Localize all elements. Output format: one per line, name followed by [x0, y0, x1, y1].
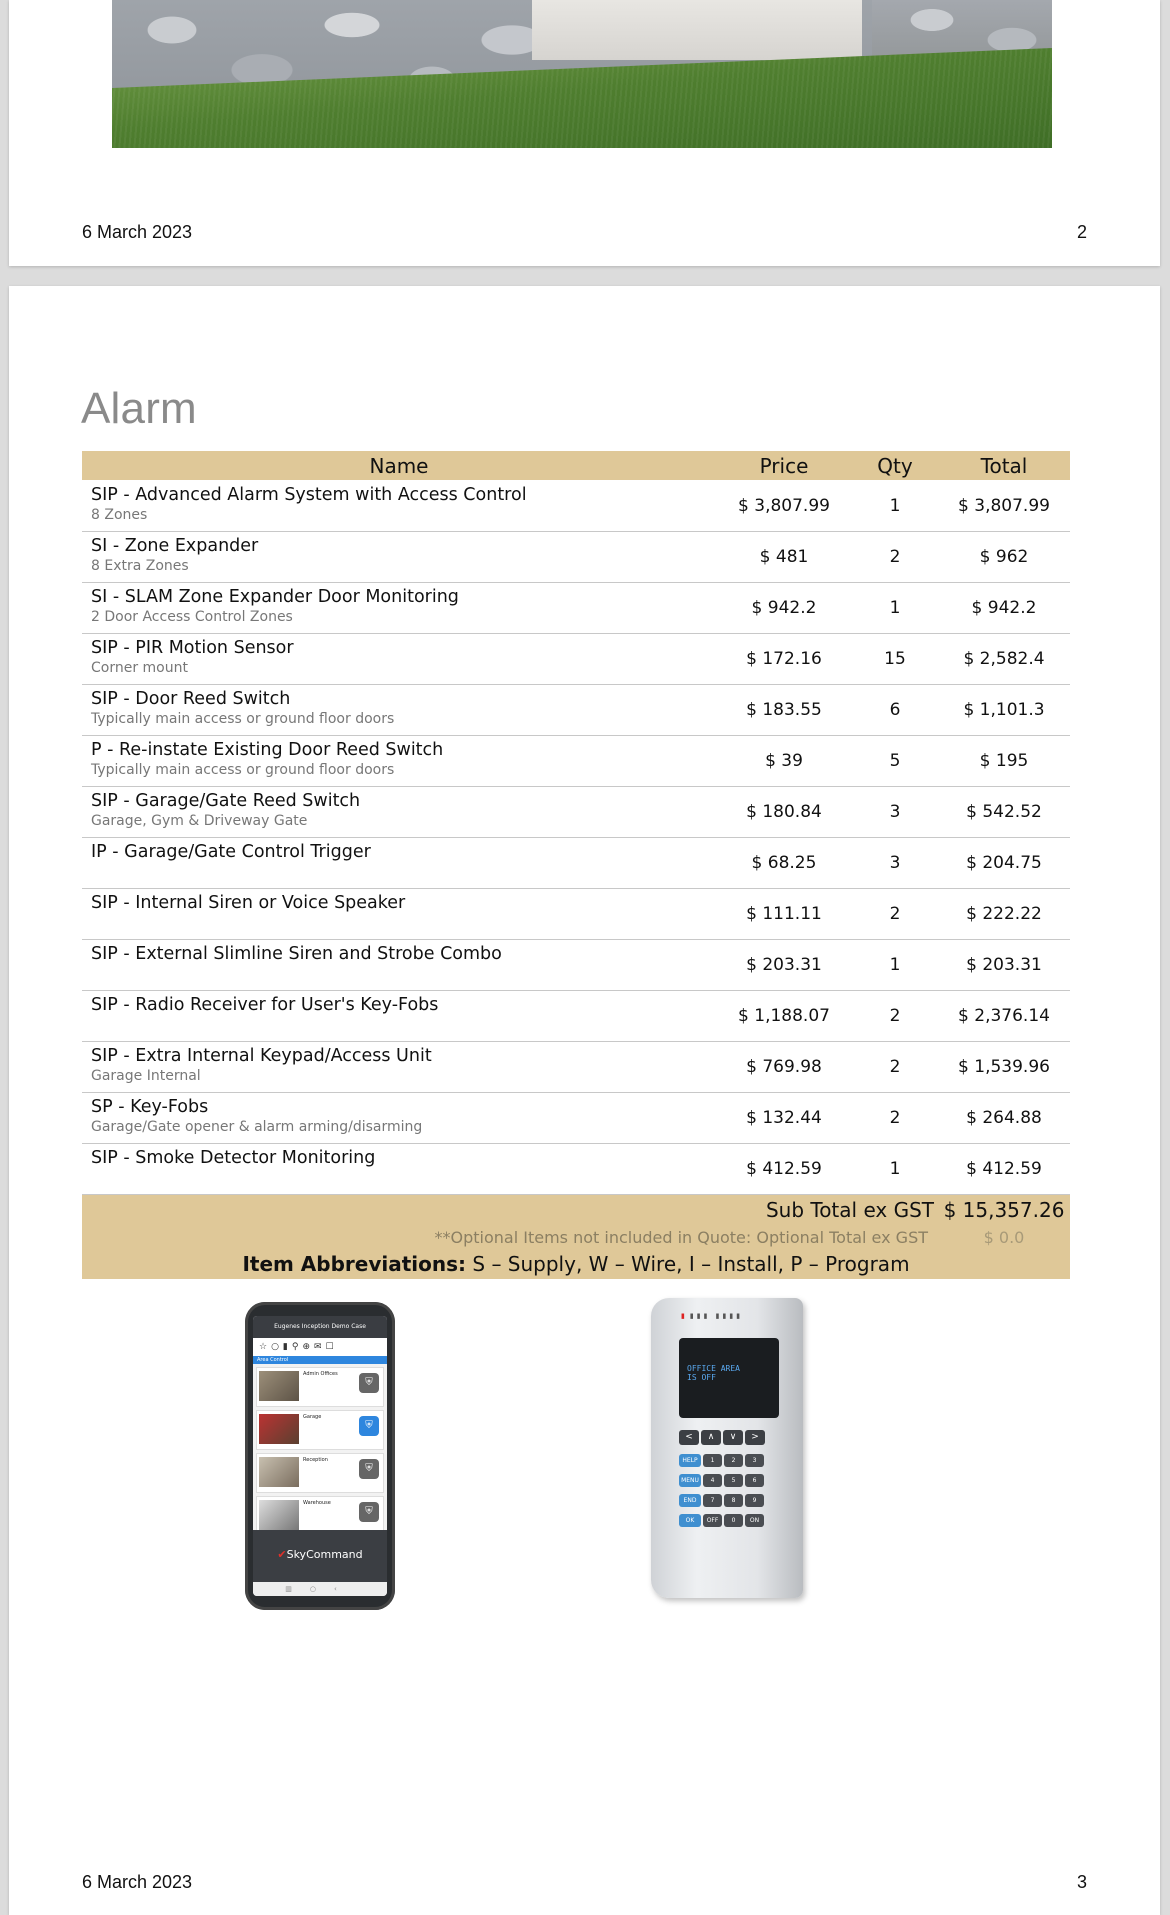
item-qty: 6 [852, 685, 938, 736]
table-header-row [82, 451, 1070, 481]
shield-icon: ⛨ [359, 1459, 379, 1479]
item-description: Garage Internal [91, 1068, 201, 1084]
item-price: $ 1,188.07 [716, 991, 852, 1042]
item-price: $ 942.2 [716, 583, 852, 634]
item-description: 2 Door Access Control Zones [91, 609, 293, 625]
area-row [256, 1410, 384, 1450]
item-description: Corner mount [91, 660, 188, 676]
optional-value: $ 0.0 [938, 1225, 1070, 1249]
item-description: Garage/Gate opener & alarm arming/disarming [91, 1119, 423, 1135]
table-row [82, 1093, 1070, 1144]
table-row [82, 685, 1070, 736]
item-name: SIP - External Slimline Siren and Strobe Combo [91, 944, 502, 964]
keypad-key: OK [679, 1514, 701, 1527]
table-row [82, 1042, 1070, 1093]
item-name: SP - Key-Fobs [91, 1097, 209, 1117]
page-number: 2 [1076, 222, 1087, 242]
item-qty: 1 [852, 583, 938, 634]
keypad-key: 1 [703, 1454, 722, 1467]
up-arrow-icon: ∧ [701, 1430, 721, 1445]
item-name-cell [82, 1042, 716, 1093]
footer-date: 6 March 2023 [82, 1872, 193, 1892]
item-qty: 5 [852, 736, 938, 787]
shield-icon: ⛨ [359, 1502, 379, 1522]
item-qty: 1 [852, 940, 938, 991]
item-price: $ 203.31 [716, 940, 852, 991]
optional-label: **Optional Items not included in Quote: Optional Total ex GST [82, 1225, 938, 1249]
table-row [82, 634, 1070, 685]
item-description: 8 Extra Zones [91, 558, 189, 574]
area-thumb [259, 1500, 299, 1530]
keypad-key: 7 [703, 1494, 722, 1507]
phone-navbar: ▥○‹ [253, 1582, 387, 1596]
item-total: $ 3,807.99 [938, 481, 1070, 532]
item-total: $ 264.88 [938, 1093, 1070, 1144]
item-name: SIP - Garage/Gate Reed Switch [91, 791, 361, 811]
table-row [82, 532, 1070, 583]
area-row [256, 1453, 384, 1493]
header-qty: Qty [852, 451, 938, 481]
subtotal-label: Sub Total ex GST [716, 1195, 938, 1226]
item-qty: 2 [852, 991, 938, 1042]
item-name: SIP - Smoke Detector Monitoring [91, 1148, 376, 1168]
item-total: $ 1,539.96 [938, 1042, 1070, 1093]
item-name-cell [82, 685, 716, 736]
item-total: $ 204.75 [938, 838, 1070, 889]
table-row [82, 838, 1070, 889]
item-name-cell [82, 1093, 716, 1144]
item-price: $ 769.98 [716, 1042, 852, 1093]
item-name: SIP - Door Reed Switch [91, 689, 291, 709]
item-price: $ 132.44 [716, 1093, 852, 1144]
keypad-key: ON [745, 1514, 764, 1527]
table-row [82, 736, 1070, 787]
subtotal-row [82, 1195, 1070, 1226]
item-qty: 2 [852, 1093, 938, 1144]
keypad-key: 4 [703, 1474, 722, 1487]
keypad-image [651, 1298, 803, 1598]
keypad-key: 0 [724, 1514, 743, 1527]
item-total: $ 542.52 [938, 787, 1070, 838]
item-name-cell [82, 991, 716, 1042]
item-name: IP - Garage/Gate Control Trigger [91, 842, 371, 862]
area-row [256, 1367, 384, 1407]
item-name-cell [82, 532, 716, 583]
item-price: $ 68.25 [716, 838, 852, 889]
page-number: 3 [1076, 1872, 1087, 1892]
subtotal-value: $ 15,357.26 [938, 1195, 1070, 1226]
item-description: Garage, Gym & Driveway Gate [91, 813, 308, 829]
house-photo [112, 0, 1052, 148]
keypad-key: 8 [724, 1494, 743, 1507]
keypad-key: END [679, 1494, 701, 1507]
item-qty: 2 [852, 532, 938, 583]
header-name: Name [82, 451, 716, 481]
app-brand-area [253, 1530, 387, 1582]
item-name: SI - Zone Expander [91, 536, 259, 556]
item-price: $ 111.11 [716, 889, 852, 940]
area-thumb [259, 1457, 299, 1487]
quote-table [82, 451, 1070, 1279]
area-thumb [259, 1371, 299, 1401]
item-description: Typically main access or ground floor doors [91, 711, 395, 727]
keypad-lcd-text: OFFICE AREA IS OFF [687, 1364, 740, 1382]
table-row [82, 940, 1070, 991]
item-name: SI - SLAM Zone Expander Door Monitoring [91, 587, 459, 607]
area-thumb [259, 1414, 299, 1444]
item-name: SIP - Extra Internal Keypad/Access Unit [91, 1046, 432, 1066]
item-name: SIP - Advanced Alarm System with Access Control [91, 485, 527, 505]
keypad-leds: ▮ ▮▮▮ ▮▮▮▮ [681, 1312, 743, 1320]
left-arrow-icon: < [679, 1430, 699, 1445]
item-total: $ 1,101.3 [938, 685, 1070, 736]
keypad-key: 6 [745, 1474, 764, 1487]
phone-screen [253, 1316, 387, 1596]
table-row [82, 991, 1070, 1042]
abbreviations-text: S – Supply, W – Wire, I – Install, P – Program [466, 1252, 910, 1276]
table-row [82, 481, 1070, 532]
item-total: $ 2,582.4 [938, 634, 1070, 685]
stone-steps [532, 0, 862, 60]
keypad-key: 9 [745, 1494, 764, 1507]
keypad-key: 5 [724, 1474, 743, 1487]
item-total: $ 412.59 [938, 1144, 1070, 1195]
keypad-key: 2 [724, 1454, 743, 1467]
keypad-keys [679, 1454, 766, 1534]
app-brand-logo: ✔ SkyCommand [253, 1548, 387, 1561]
item-qty: 15 [852, 634, 938, 685]
area-label: Garage [303, 1414, 322, 1420]
abbreviations-row [82, 1249, 1070, 1279]
header-total: Total [938, 451, 1070, 481]
item-price: $ 180.84 [716, 787, 852, 838]
item-name: SIP - Radio Receiver for User's Key-Fobs [91, 995, 439, 1015]
item-price: $ 412.59 [716, 1144, 852, 1195]
keypad-arrow-keys [679, 1430, 767, 1452]
keypad-key: MENU [679, 1474, 701, 1487]
item-price: $ 481 [716, 532, 852, 583]
item-qty: 3 [852, 787, 938, 838]
item-total: $ 942.2 [938, 583, 1070, 634]
item-description: Typically main access or ground floor doors [91, 762, 395, 778]
item-price: $ 183.55 [716, 685, 852, 736]
item-name-cell [82, 787, 716, 838]
shield-icon: ⛨ [359, 1373, 379, 1393]
section-title: Alarm [81, 384, 197, 433]
item-price: $ 172.16 [716, 634, 852, 685]
footer-date: 6 March 2023 [82, 222, 193, 242]
item-price: $ 39 [716, 736, 852, 787]
item-name-cell [82, 940, 716, 991]
table-row [82, 1144, 1070, 1195]
item-total: $ 962 [938, 532, 1070, 583]
keypad-key: 3 [745, 1454, 764, 1467]
keypad-key: HELP [679, 1454, 701, 1467]
item-qty: 1 [852, 1144, 938, 1195]
table-row [82, 889, 1070, 940]
area-label: Admin Offices [303, 1371, 338, 1377]
item-qty: 2 [852, 1042, 938, 1093]
optional-row [82, 1225, 1070, 1249]
keypad-key: OFF [703, 1514, 722, 1527]
item-name-cell [82, 1144, 716, 1195]
page-2 [9, 0, 1160, 266]
shield-icon: ⛨ [359, 1416, 379, 1436]
item-total: $ 195 [938, 736, 1070, 787]
item-total: $ 203.31 [938, 940, 1070, 991]
item-name: SIP - PIR Motion Sensor [91, 638, 294, 658]
app-toolbar-icons: ☆○▮⚲⊕✉☐ [253, 1338, 387, 1356]
table-row [82, 583, 1070, 634]
keypad-lcd [679, 1338, 779, 1418]
item-total: $ 222.22 [938, 889, 1070, 940]
item-name-cell [82, 634, 716, 685]
item-name-cell [82, 583, 716, 634]
item-total: $ 2,376.14 [938, 991, 1070, 1042]
area-label: Reception [303, 1457, 328, 1463]
item-qty: 3 [852, 838, 938, 889]
item-description: 8 Zones [91, 507, 148, 523]
item-name-cell [82, 481, 716, 532]
item-name: P - Re-instate Existing Door Reed Switch [91, 740, 444, 760]
item-qty: 1 [852, 481, 938, 532]
area-control-bar: Area Control [253, 1356, 387, 1364]
app-topbar: Eugenes Inception Demo Case [253, 1316, 387, 1338]
abbreviations-label: Item Abbreviations: [242, 1252, 467, 1276]
item-name-cell [82, 736, 716, 787]
item-name-cell [82, 889, 716, 940]
item-qty: 2 [852, 889, 938, 940]
item-name-cell [82, 838, 716, 889]
right-arrow-icon: > [745, 1430, 765, 1445]
table-row [82, 787, 1070, 838]
header-price: Price [716, 451, 852, 481]
item-name: SIP - Internal Siren or Voice Speaker [91, 893, 406, 913]
page-3 [9, 286, 1160, 1915]
phone-app-image [245, 1302, 395, 1610]
down-arrow-icon: ∨ [723, 1430, 743, 1445]
item-price: $ 3,807.99 [716, 481, 852, 532]
area-label: Warehouse [303, 1500, 331, 1506]
